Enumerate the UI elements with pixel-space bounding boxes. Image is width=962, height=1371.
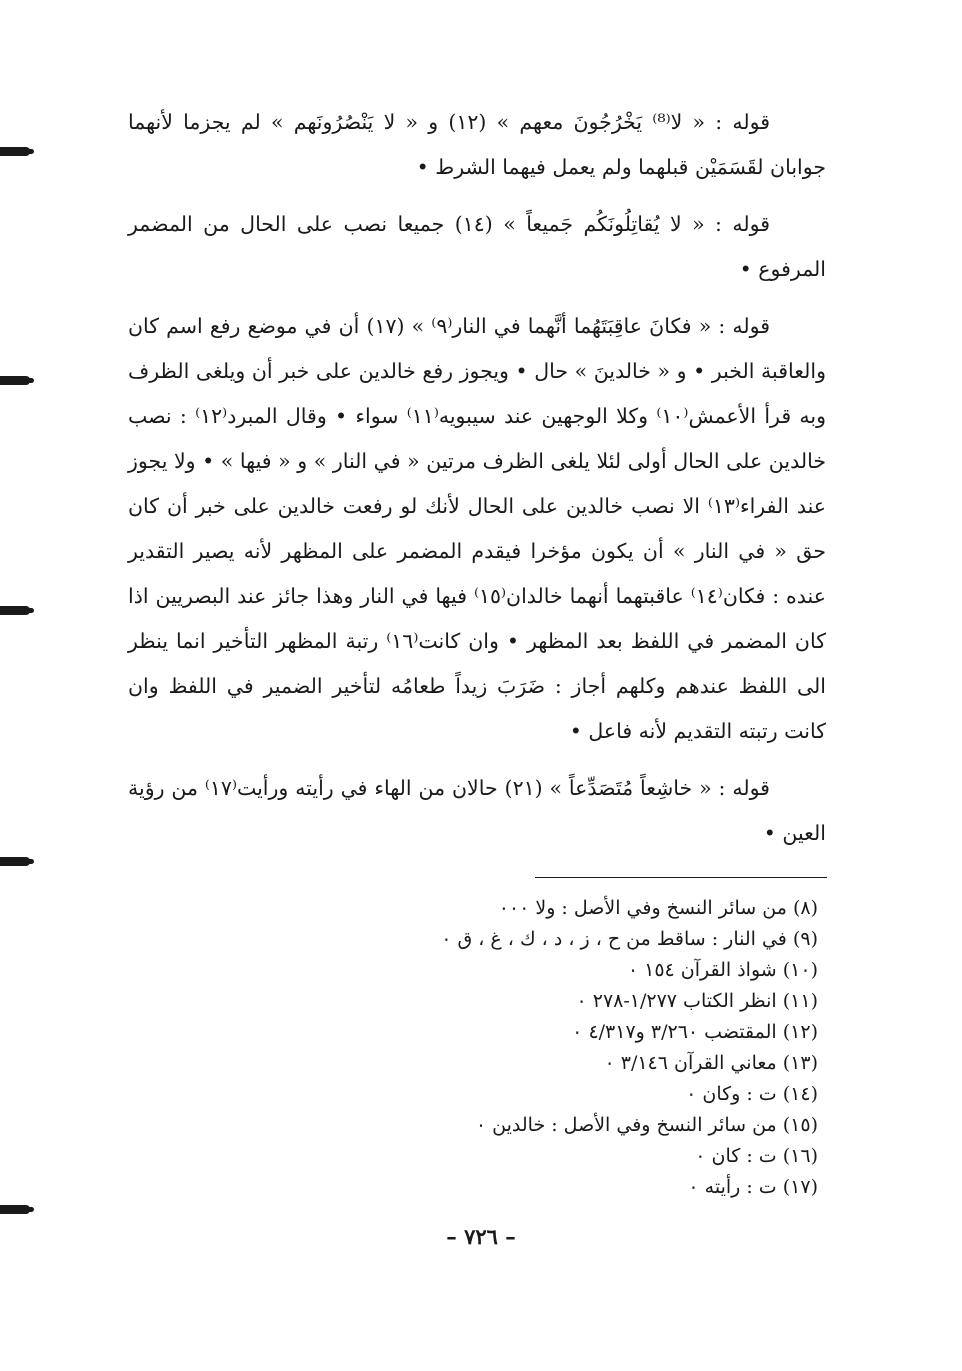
footnote: (٩) في النار : ساقط من ح ، ز ، د ، ك ، غ ، ق ٠ xyxy=(441,928,818,950)
footnote: (١١) انظر الكتاب ١/٢٧٧-٢٧٨ ٠ xyxy=(576,990,818,1012)
main-text xyxy=(128,100,826,856)
footnote: (١٢) المقتضب ٣/٢٦٠ و٤/٣١٧ ٠ xyxy=(572,1021,818,1043)
footnote: (١٣) معاني القرآن ٣/١٤٦ ٠ xyxy=(604,1052,818,1074)
page-number: – ٧٢٦ – xyxy=(446,1224,516,1249)
paragraph: قوله : « فكانَ عاقِبَتَهُما أنَّهما في النار⁽٩⁾ » (١٧) أن في موضع رفع اسم كان والعاقبة الخبر • و « خالدينَ » حال • ويجوز رفع خالدين على خبر أن ويلغى الظرف وبه قرأ الأعمش⁽١٠⁾ وكلا الوجهين عند سيبويه⁽١١⁾ سواء • وقال المبرد⁽١٢⁾ : نصب خالدين على الحال أولى لئلا يلغى الظرف مرتين « في النار » و « فيها » • ولا يجوز عند الفراء⁽١٣⁾ الا نصب خالدين على الحال لأنك لو رفعت خالدين على خبر أن كان حق « في النار » أن يكون مؤخرا فيقدم المضمر على المظهر لأنه يصير التقدير عنده : فكان⁽١٤⁾ عاقبتهما أنهما خالدان⁽١٥⁾ فيها في النار وهذا جائز عند البصريين اذا كان المضمر في اللفظ بعد المظهر • وان كانت⁽١٦⁾ رتبة المظهر التأخير انما ينظر الى اللفظ عندهم وكلهم أجاز : ضَرَبَ زيداً طعامُه لتأخير الضمير في اللفظ وان كانت رتبته التقديم لأنه فاعل • xyxy=(128,314,827,743)
footnote: (١٤) ت : وكان ٠ xyxy=(686,1083,818,1105)
paragraph: قوله : « خاشِعاً مُتَصَدِّعاً » (٢١) حالان من الهاء في رأيته ورأيت⁽١٧⁾ من رؤية العين • xyxy=(128,776,826,845)
footnote-separator xyxy=(535,877,827,878)
footnote: (١٠) شواذ القرآن ١٥٤ ٠ xyxy=(627,959,818,981)
footnote: (١٧) ت : رأيته ٠ xyxy=(688,1176,818,1198)
footnotes-list xyxy=(280,893,818,1203)
binding-mark xyxy=(0,857,30,866)
binding-mark xyxy=(0,376,30,385)
paragraph: قوله : « لا⁽⁸⁾ يَخْرُجُونَ معهم » (١٢) و « لا يَنْصُرُونَهم » لم يجزما لأنهما جوابان لقَسَمَيْن قبلهما ولم يعمل فيهما الشرط • xyxy=(128,110,826,179)
footnote: (١٥) من سائر النسخ وفي الأصل : خالدين ٠ xyxy=(475,1114,818,1136)
binding-mark xyxy=(0,147,30,156)
footnote: (١٦) ت : كان ٠ xyxy=(695,1145,818,1167)
binding-mark xyxy=(0,606,30,615)
paragraph: قوله : « لا يُقاتِلُونَكُم جَميعاً » (١٤) جميعا نصب على الحال من المضمر المرفوع • xyxy=(128,212,826,281)
binding-mark xyxy=(0,1205,30,1214)
footnote: (٨) من سائر النسخ وفي الأصل : ولا ٠٠٠ xyxy=(498,897,818,919)
